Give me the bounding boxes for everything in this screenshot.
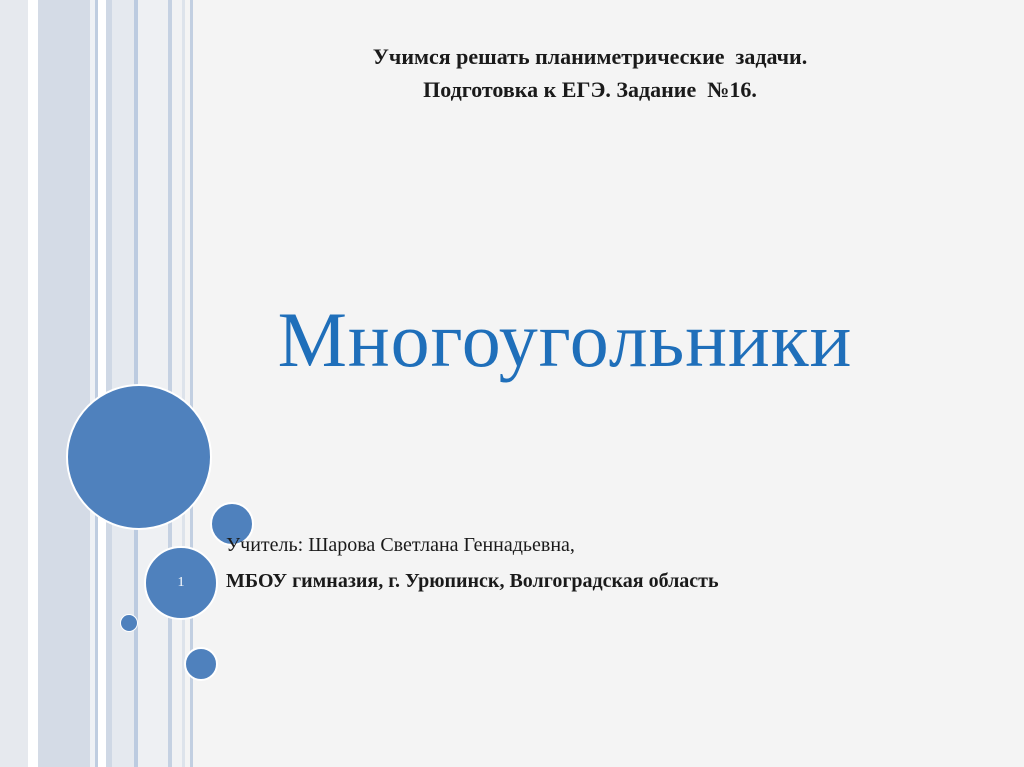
decorative-circle-bottom bbox=[184, 647, 218, 681]
school-line: МБОУ гимназия, г. Урюпинск, Волгоградская область bbox=[226, 570, 719, 592]
header-line-2: Подготовка к ЕГЭ. Задание №16. bbox=[423, 77, 757, 102]
slide-number: 1 bbox=[177, 575, 185, 590]
stripe bbox=[28, 0, 38, 767]
teacher-label: Учитель: bbox=[226, 534, 309, 556]
header-line-1: Учимся решать планиметрические задачи. bbox=[372, 44, 808, 69]
stripe bbox=[38, 0, 90, 767]
slide-title: Многоугольники bbox=[277, 296, 853, 383]
decorative-circle-large bbox=[66, 384, 212, 530]
teacher-name: Шарова Светлана Геннадьевна, bbox=[308, 534, 575, 556]
teacher-line bbox=[226, 527, 986, 563]
slide-number-badge bbox=[144, 546, 218, 620]
slide-header bbox=[200, 40, 980, 106]
author-block bbox=[226, 527, 986, 599]
decorative-circle-small bbox=[120, 614, 138, 632]
stripe bbox=[98, 0, 106, 767]
stripe bbox=[0, 0, 28, 767]
